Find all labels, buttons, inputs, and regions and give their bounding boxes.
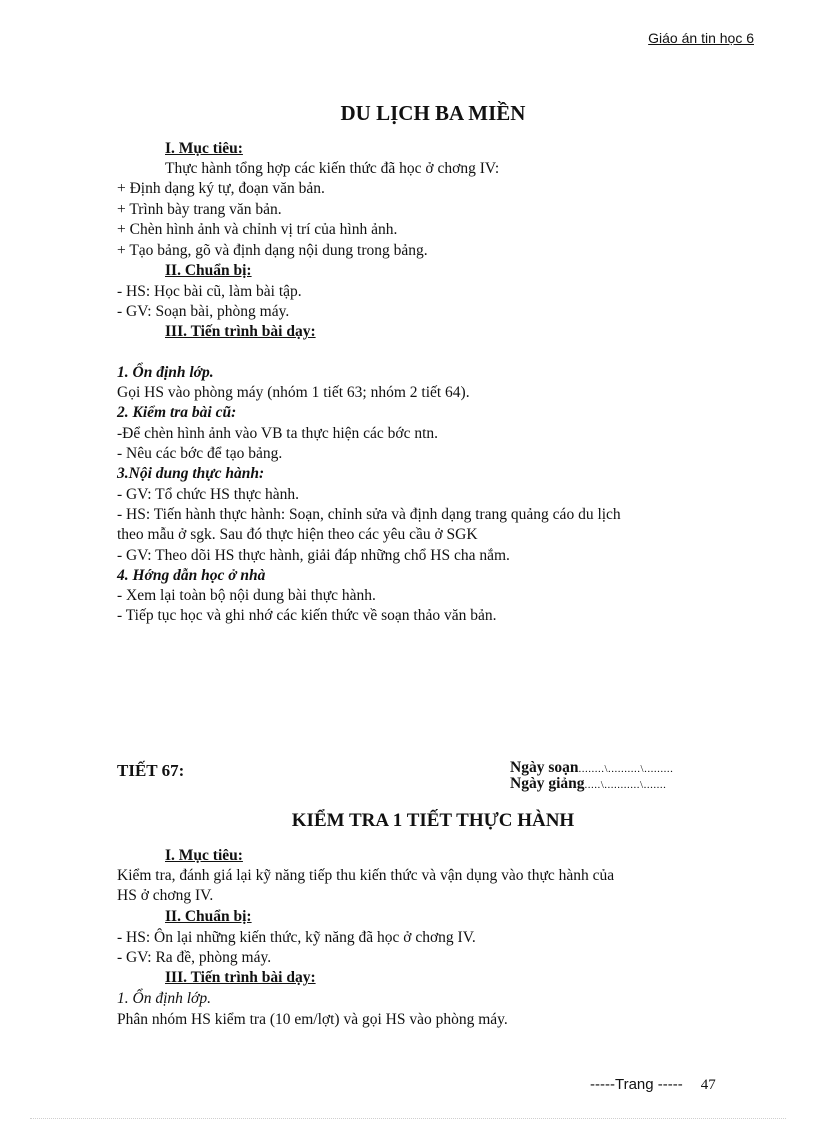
page-footer bbox=[590, 1076, 716, 1094]
objectives-text: HS ở chơng IV. bbox=[117, 887, 214, 904]
section-heading-objectives: I. Mục tiêu: bbox=[165, 847, 243, 864]
step-text: Gọi HS vào phòng máy (nhóm 1 tiết 63; nhóm 2 tiết 64). bbox=[117, 384, 470, 401]
date-taught-dots: .....\...........\....... bbox=[584, 779, 667, 791]
step-item: - HS: Tiến hành thực hành: Soạn, chỉnh sửa và định dạng trang quảng cáo du lịch bbox=[117, 506, 621, 523]
section-heading-objectives: I. Mục tiêu: bbox=[165, 140, 243, 157]
objective-item: + Định dạng ký tự, đoạn văn bản. bbox=[117, 180, 325, 197]
section-heading-preparation: II. Chuẩn bị: bbox=[165, 908, 252, 925]
step-item: - Xem lại toàn bộ nội dung bài thực hành. bbox=[117, 587, 376, 604]
date-taught-label: Ngày giảng bbox=[510, 775, 585, 792]
step-item: - GV: Theo dõi HS thực hành, giải đáp những chổ HS cha nắm. bbox=[117, 547, 510, 564]
lesson-title: DU LỊCH BA MIỀN bbox=[340, 101, 526, 125]
section-heading-preparation: II. Chuẩn bị: bbox=[165, 262, 252, 279]
footer-label: -----Trang ----- bbox=[590, 1076, 683, 1093]
step-item: -Để chèn hình ảnh vào VB ta thực hiện các bớc ntn. bbox=[117, 425, 439, 442]
step-heading: 1. Ổn định lớp. bbox=[117, 364, 214, 381]
step-item: theo mẫu ở sgk. Sau đó thực hiện theo các yêu cầu ở SGK bbox=[117, 526, 478, 543]
step-text: Phân nhóm HS kiểm tra (10 em/lợt) và gọi HS vào phòng máy. bbox=[117, 1011, 508, 1028]
step-item: - Tiếp tục học và ghi nhớ các kiến thức về soạn thảo văn bản. bbox=[117, 607, 497, 624]
objectives-intro: Thực hành tổng hợp các kiến thức đã học ở chơng IV: bbox=[165, 160, 500, 177]
objective-item: + Trình bày trang văn bản. bbox=[117, 201, 282, 218]
step-item: - GV: Tổ chức HS thực hành. bbox=[117, 486, 299, 503]
objectives-text: Kiểm tra, đánh giá lại kỹ năng tiếp thu kiến thức và vận dụng vào thực hành của bbox=[117, 867, 615, 884]
running-header: Giáo án tin học 6 bbox=[648, 30, 754, 46]
preparation-item: - GV: Ra đề, phòng máy. bbox=[117, 949, 272, 966]
page-number: 47 bbox=[700, 1077, 716, 1093]
preparation-item: - HS: Ôn lại những kiến thức, kỹ năng đã học ở chơng IV. bbox=[117, 929, 476, 946]
step-heading: 2. Kiểm tra bài cũ: bbox=[117, 404, 237, 421]
step-heading: 4. Hớng dẫn học ở nhà bbox=[117, 567, 266, 584]
step-heading: 1. Ổn định lớp. bbox=[117, 990, 211, 1007]
date-taught bbox=[510, 775, 666, 793]
footer-divider bbox=[30, 1118, 786, 1119]
step-item: - Nêu các bớc để tạo bảng. bbox=[117, 445, 283, 462]
lesson-title: KIỂM TRA 1 TIẾT THỰC HÀNH bbox=[291, 810, 575, 831]
preparation-item: - GV: Soạn bài, phòng máy. bbox=[117, 303, 290, 320]
section-heading-procedure: III. Tiến trình bài dạy: bbox=[165, 323, 316, 340]
preparation-item: - HS: Học bài cũ, làm bài tập. bbox=[117, 283, 302, 300]
objective-item: + Chèn hình ảnh và chỉnh vị trí của hình ảnh. bbox=[117, 221, 398, 238]
section-heading-procedure: III. Tiến trình bài dạy: bbox=[165, 969, 316, 986]
date-prepared-label: Ngày soạn bbox=[510, 759, 579, 776]
objective-item: + Tạo bảng, gõ và định dạng nội dung trong bảng. bbox=[117, 242, 428, 259]
date-prepared-dots: ........\..........\......... bbox=[578, 763, 674, 775]
step-heading: 3.Nội dung thực hành: bbox=[117, 465, 265, 482]
period-label: TIẾT 67: bbox=[117, 761, 185, 780]
